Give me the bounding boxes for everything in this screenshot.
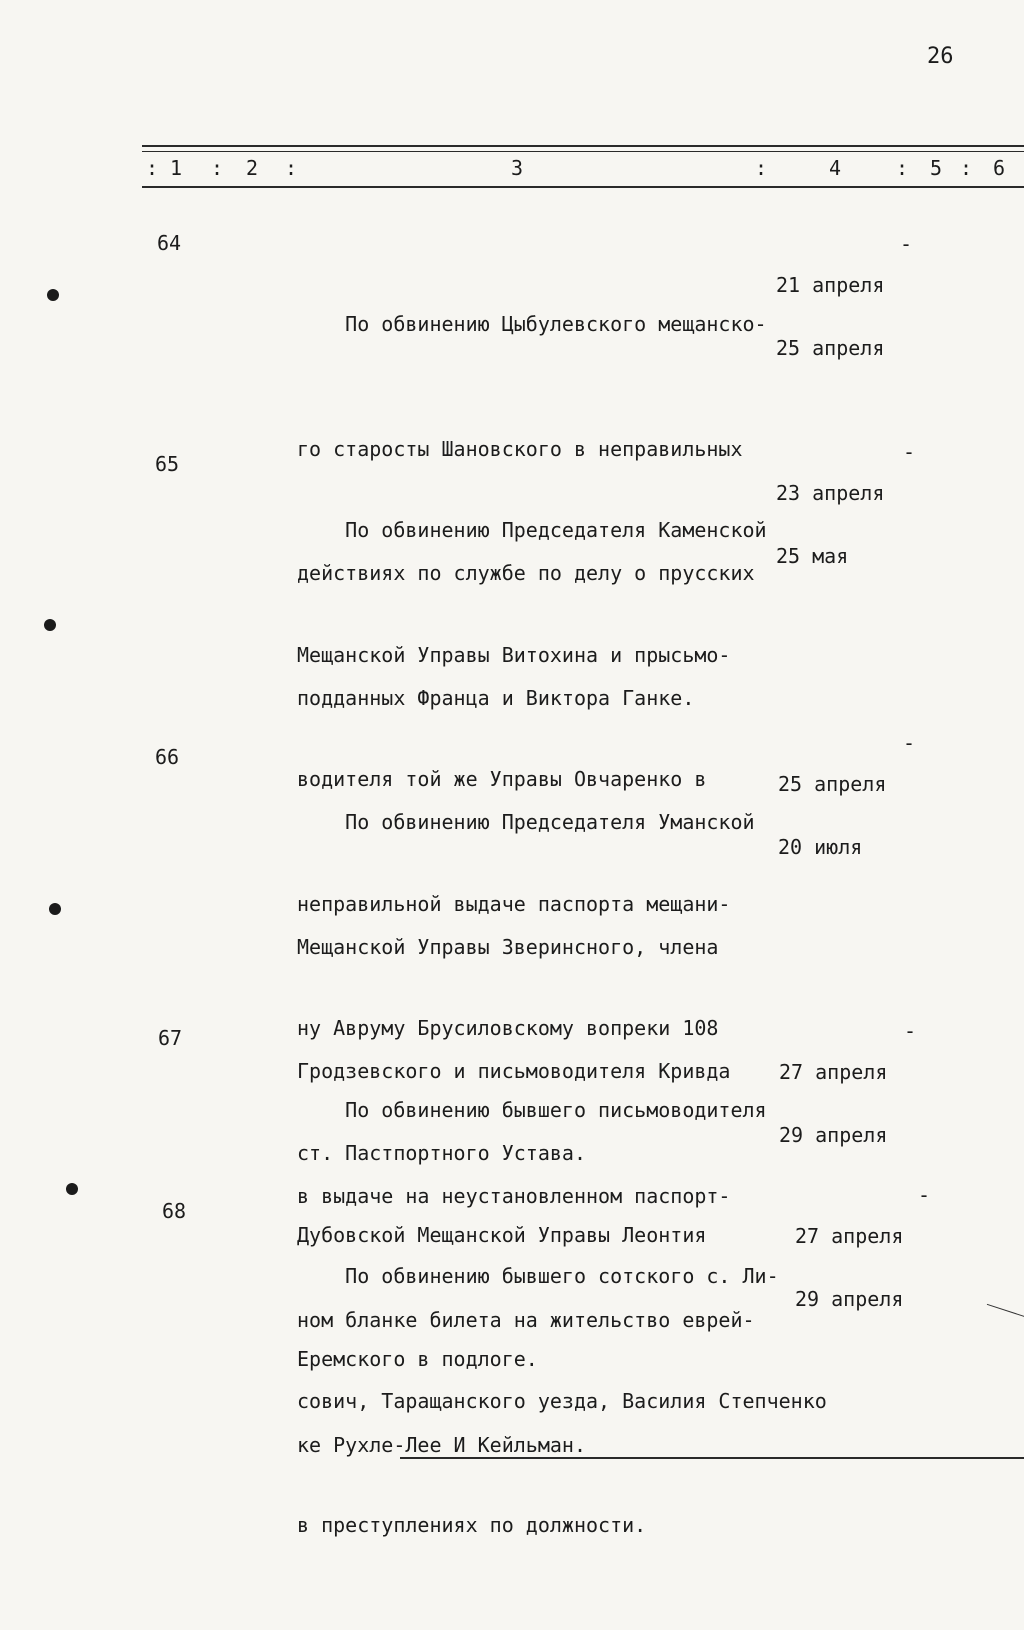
entry-date-range — [778, 732, 886, 900]
date-dash: - — [904, 1019, 917, 1043]
entry-description — [297, 1173, 827, 1630]
entry-date-range — [776, 233, 884, 401]
entry-line: действиях по службе по делу о прусских — [297, 561, 755, 585]
column-header-1: 1 — [170, 156, 183, 180]
date-end: 20 июля — [778, 835, 863, 859]
date-end: 29 апреля — [795, 1287, 904, 1311]
entry-line: Гродзевского и письмоводителя Кривда — [297, 1059, 731, 1083]
entry-date-range — [795, 1184, 903, 1352]
binding-hole-icon — [49, 903, 61, 915]
date-start: 27 апреля — [795, 1224, 904, 1248]
binding-hole-icon — [44, 619, 56, 631]
entry-line: По обвинению Председателя Уманской — [297, 810, 755, 834]
date-dash: - — [900, 232, 913, 256]
entry-number: 66 — [155, 745, 180, 769]
entry-line: ну Авруму Брусиловскому вопреки 108 — [297, 1016, 719, 1040]
column-header-4: 4 — [829, 156, 842, 180]
entry-line: Мещанской Управы Витохина и прысьмо- — [297, 642, 731, 667]
entry-number: 68 — [162, 1199, 187, 1223]
entry-line: в преступлениях по должности. — [297, 1513, 647, 1537]
entry-line: Мещанской Управы Зверинсного, члена — [297, 934, 719, 959]
entry-line: По обвинению бывшего письмоводителя — [297, 1098, 767, 1122]
entry-number: 64 — [157, 231, 182, 255]
column-header-2: 2 — [246, 156, 259, 180]
date-start: 27 апреля — [779, 1060, 888, 1084]
column-separator: : — [146, 156, 159, 180]
entry-line: ке Рухле-Лее И Кейльман. — [297, 1432, 586, 1457]
entry-line: Еремского в подлоге. — [297, 1347, 538, 1371]
date-start: 25 апреля — [778, 772, 887, 796]
column-header-row — [0, 156, 1024, 184]
page-number: 26 — [927, 44, 954, 69]
entry-line: ном бланке билета на жительство еврей- — [297, 1308, 755, 1332]
entry-line: По обвинению Цыбулевского мещанско- — [297, 312, 767, 336]
column-separator: : — [755, 156, 768, 180]
column-header-5: 5 — [930, 156, 943, 180]
table-top-rule — [142, 145, 1024, 147]
column-separator: : — [960, 156, 973, 180]
entry-line: водителя той же Управы Овчаренко в — [297, 767, 707, 791]
entry-line: сович, Таращанского уезда, Василия Степченко — [297, 1388, 827, 1413]
entry-line: неправильной выдаче паспорта мещани- — [297, 891, 731, 916]
date-start: 21 апреля — [776, 273, 885, 297]
entry-line: Дубовской Мещанской Управы Леонтия — [297, 1222, 707, 1247]
date-dash: - — [903, 731, 916, 755]
date-start: 23 апреля — [776, 481, 885, 505]
binding-hole-icon — [66, 1183, 78, 1195]
date-dash: - — [903, 440, 916, 464]
date-end: 25 апреля — [776, 336, 885, 360]
entry-line: ст. Пастпортного Устава. — [297, 1140, 586, 1165]
date-end: 29 апреля — [779, 1123, 888, 1147]
entry-number: 67 — [158, 1026, 183, 1050]
entry-line: По обвинению бывшего сотского с. Ли- — [297, 1264, 779, 1288]
entry-number: 65 — [155, 452, 180, 476]
entry-line: По обвинению Председателя Каменской — [297, 518, 767, 542]
table-header-rule — [142, 186, 1024, 188]
date-end: 25 мая — [776, 544, 849, 568]
table-top-rule-thin — [142, 151, 1024, 152]
entry-date-range — [779, 1020, 887, 1188]
scan-mark — [987, 1304, 1024, 1317]
column-separator: : — [285, 156, 298, 180]
entry-line: в выдаче на неустановленном паспорт- — [297, 1183, 731, 1208]
page-bottom-rule — [400, 1457, 1024, 1459]
column-header-3: 3 — [511, 156, 524, 180]
entry-line: го старосты Шановского в неправильных — [297, 436, 743, 461]
date-dash: - — [918, 1183, 931, 1207]
entry-date-range — [776, 441, 884, 609]
entry-line: подданных Франца и Виктора Ганке. — [297, 685, 695, 710]
column-separator: : — [211, 156, 224, 180]
column-header-6: 6 — [993, 156, 1006, 180]
binding-hole-icon — [47, 289, 59, 301]
column-separator: : — [896, 156, 909, 180]
